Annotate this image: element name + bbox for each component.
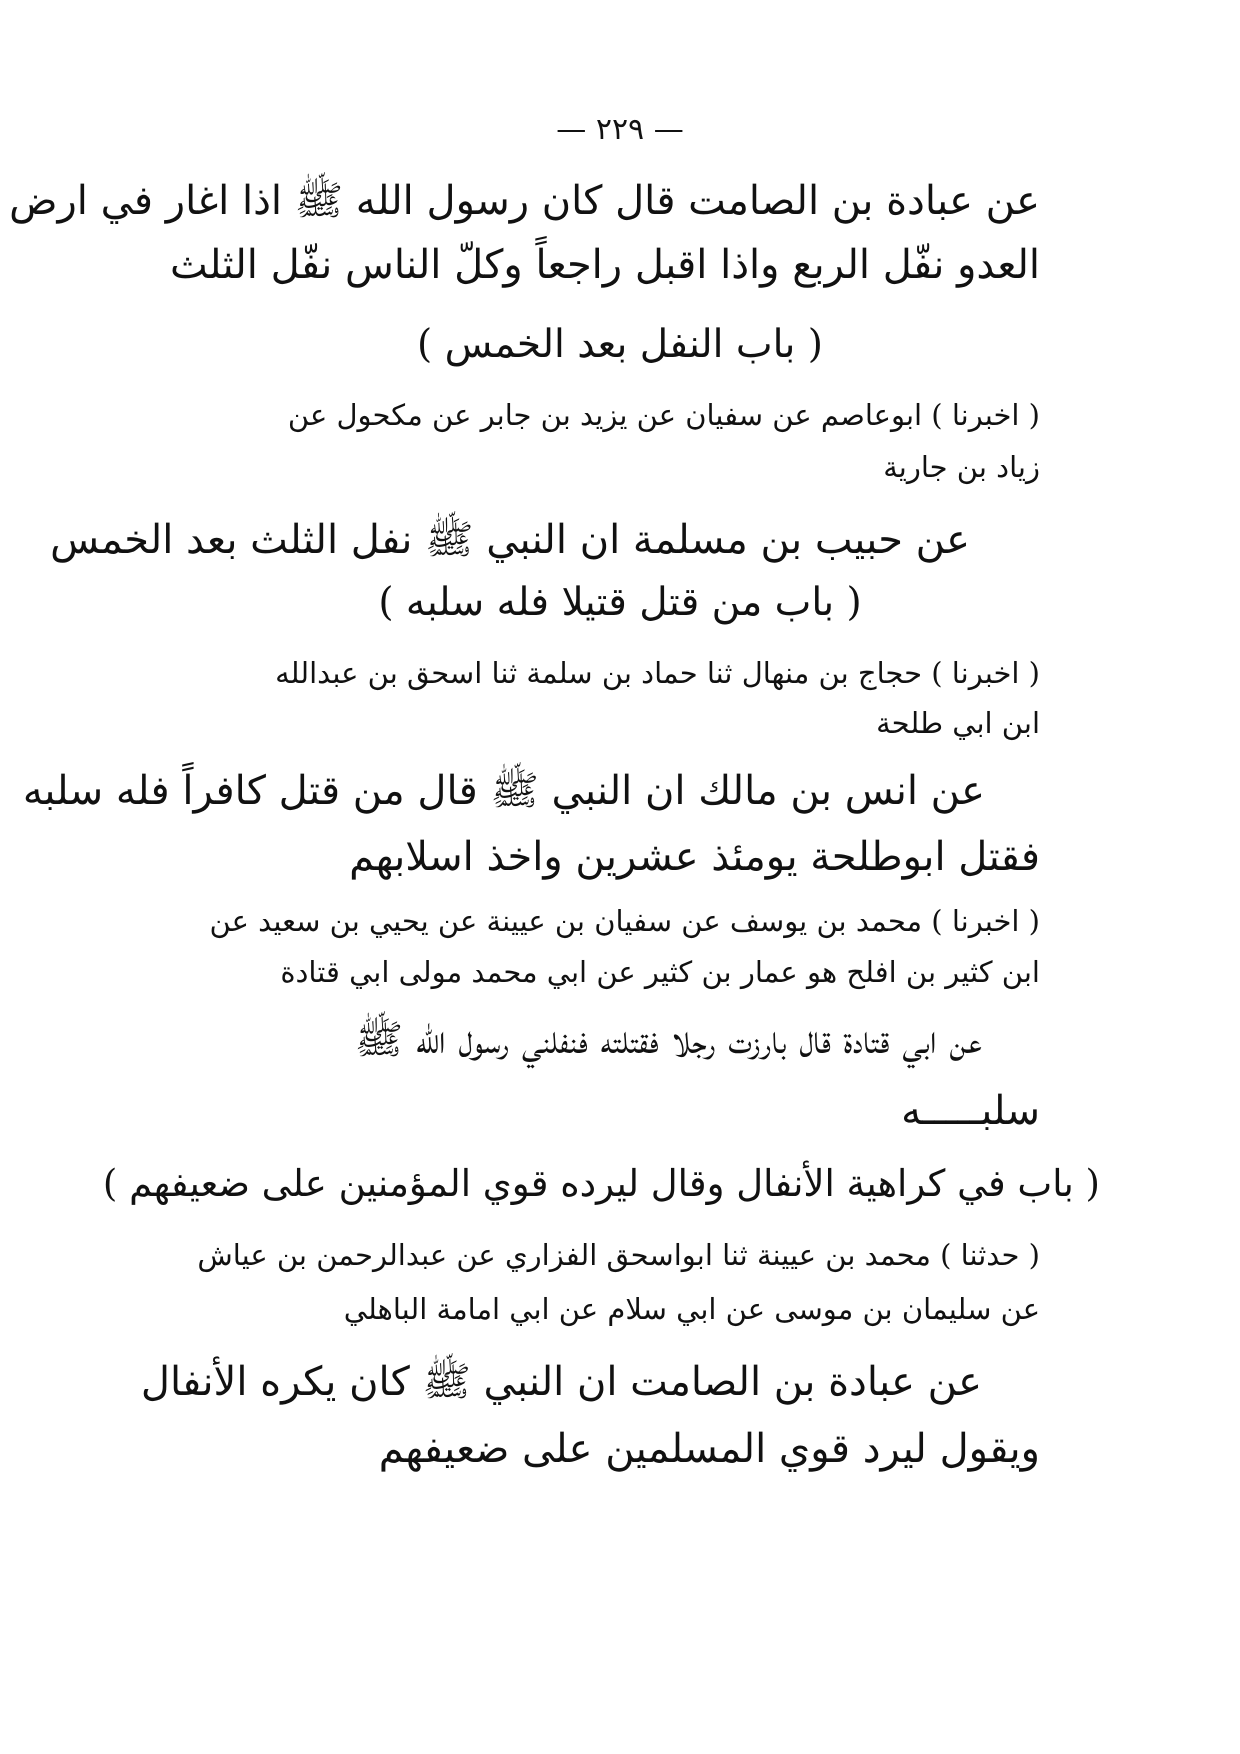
isnad-line: ( حدثنا ) محمد بن عيينة ثنا ابواسحق الفزاري عن عبدالرحمن بن عياش [197, 1238, 1040, 1272]
hadith-line: عن انس بن مالك ان النبي ﷺ قال من قتل كافراً فله سلبه [22, 768, 985, 814]
hadith-line: عن حبيب بن مسلمة ان النبي ﷺ نفل الثلث بعد الخمس [50, 517, 970, 563]
hadith-line: فقتل ابوطلحة يومئذ عشرين واخذ اسلابهم [349, 834, 1040, 880]
chapter-heading: ( باب النفل بعد الخمس ) [417, 322, 823, 367]
hadith-line: عن عبادة بن الصامت ان النبي ﷺ كان يكره الأنفال [140, 1359, 982, 1405]
hadith-line: عن ابي قتادة قال بارزت رجلا فقتلته فنفلني رسول الله ﷺ [354, 1017, 982, 1063]
hadith-line: عن عبادة بن الصامت قال كان رسول الله ﷺ اذا اغار في ارض [9, 178, 1040, 224]
hadith-line: سلبـــــه [901, 1088, 1040, 1134]
isnad-line: ( اخبرنا ) محمد بن يوسف عن سفيان بن عيينة عن يحيي بن سعيد عن [209, 904, 1040, 938]
isnad-line: ( اخبرنا ) حجاج بن منهال ثنا حماد بن سلمة ثنا اسحق بن عبدالله [275, 656, 1040, 690]
page-number: — ٢٢٩ — [556, 112, 684, 147]
isnad-line: زياد بن جارية [883, 450, 1040, 484]
chapter-heading: ( باب من قتل قتيلا فله سلبه ) [378, 580, 862, 625]
isnad-line: ابن كثير بن افلح هو عمار بن كثير عن ابي محمد مولى ابي قتادة [280, 955, 1040, 989]
isnad-line: ابن ابي طلحة [876, 706, 1040, 740]
hadith-line: ويقول ليرد قوي المسلمين على ضعيفهم [378, 1426, 1040, 1472]
isnad-line: ( اخبرنا ) ابوعاصم عن سفيان عن يزيد بن جابر عن مكحول عن [287, 398, 1040, 432]
isnad-line: عن سليمان بن موسى عن ابي سلام عن ابي امامة الباهلي [343, 1292, 1040, 1326]
chapter-heading: ( باب في كراهية الأنفال وقال ليرده قوي المؤمنين على ضعيفهم ) [102, 1162, 1100, 1205]
hadith-line: العدو نفّل الربع واذا اقبل راجعاً وكلّ الناس نفّل الثلث [170, 242, 1040, 288]
